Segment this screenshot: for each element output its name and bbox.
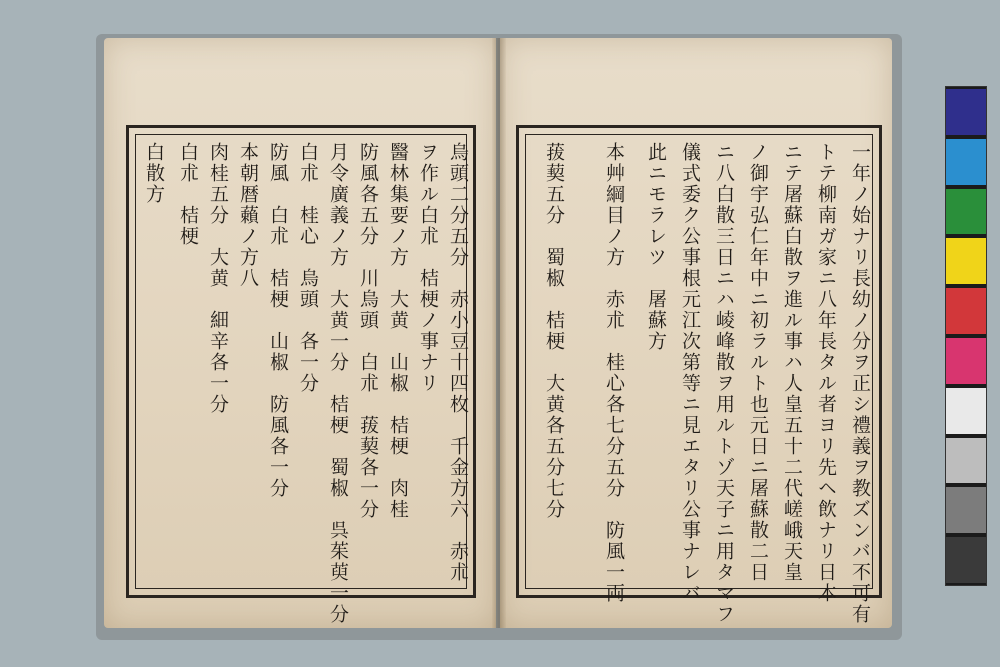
left-column: 防風 白朮 桔梗 山椒 防風各一分 bbox=[267, 142, 289, 499]
left-column: 肉桂五分 大黄 細辛各一分 bbox=[207, 142, 229, 415]
left-column: 月令廣義ノ方 大黄一分 桔梗 蜀椒 呉茱萸一分 bbox=[327, 142, 349, 625]
right-column: トテ柳南ガ家ニ八年長タル者ヨリ先ヘ飲ナリ日本 bbox=[815, 142, 837, 604]
right-column: ニ八白散三日ニハ崚峰散ヲ用ルトゾ天子ニ用タマフ bbox=[713, 142, 735, 625]
left-column: 烏頭二分五分 赤小豆十四枚 千金方六 赤朮 bbox=[447, 142, 469, 583]
color-patch bbox=[946, 487, 986, 533]
color-patch bbox=[946, 238, 986, 284]
right-column: ノ御宇弘仁年中ニ初ラルト也元日ニ屠蘇散二日 bbox=[747, 142, 769, 583]
color-patch bbox=[946, 338, 986, 384]
color-calibration-chart bbox=[945, 86, 987, 586]
left-column: 本朝暦藾ノ方八 bbox=[237, 142, 259, 289]
right-column: 此ニモラレツ 屠蘇方 bbox=[645, 142, 667, 352]
right-column: ニテ屠蘇白散ヲ進ル事ハ人皇五十二代嵯峨天皇 bbox=[781, 142, 803, 583]
left-column: 防風各五分 川烏頭 白朮 菝葜各一分 bbox=[357, 142, 379, 520]
left-column: 白朮 桔梗 bbox=[177, 142, 199, 247]
right-column: 一年ノ始ナリ長幼ノ分ヲ正シ禮義ヲ教ズンバ不可有 bbox=[849, 142, 871, 625]
color-patch bbox=[946, 288, 986, 334]
book-gutter bbox=[492, 38, 506, 628]
right-column: 本艸綱目ノ方 赤朮 桂心各七分五分 防風一両 bbox=[603, 142, 625, 604]
color-patch bbox=[946, 189, 986, 235]
color-patch bbox=[946, 89, 986, 135]
left-column: 醫林集要ノ方 大黄 山椒 桔梗 肉桂 bbox=[387, 142, 409, 520]
left-column: 白散方 bbox=[143, 142, 165, 205]
color-patch bbox=[946, 438, 986, 484]
right-column: 菝葜五分 蜀椒 桔梗 大黄各五分七分 bbox=[543, 142, 565, 520]
left-column: 白朮 桂心 烏頭 各一分 bbox=[297, 142, 319, 394]
right-column: 儀式委ク公事根元江次第等ニ見エタリ公事ナレバ bbox=[679, 142, 701, 604]
color-patch bbox=[946, 537, 986, 583]
color-patch bbox=[946, 139, 986, 185]
left-column: ヲ作ル白朮 桔梗ノ事ナリ bbox=[417, 142, 439, 394]
color-patch bbox=[946, 388, 986, 434]
